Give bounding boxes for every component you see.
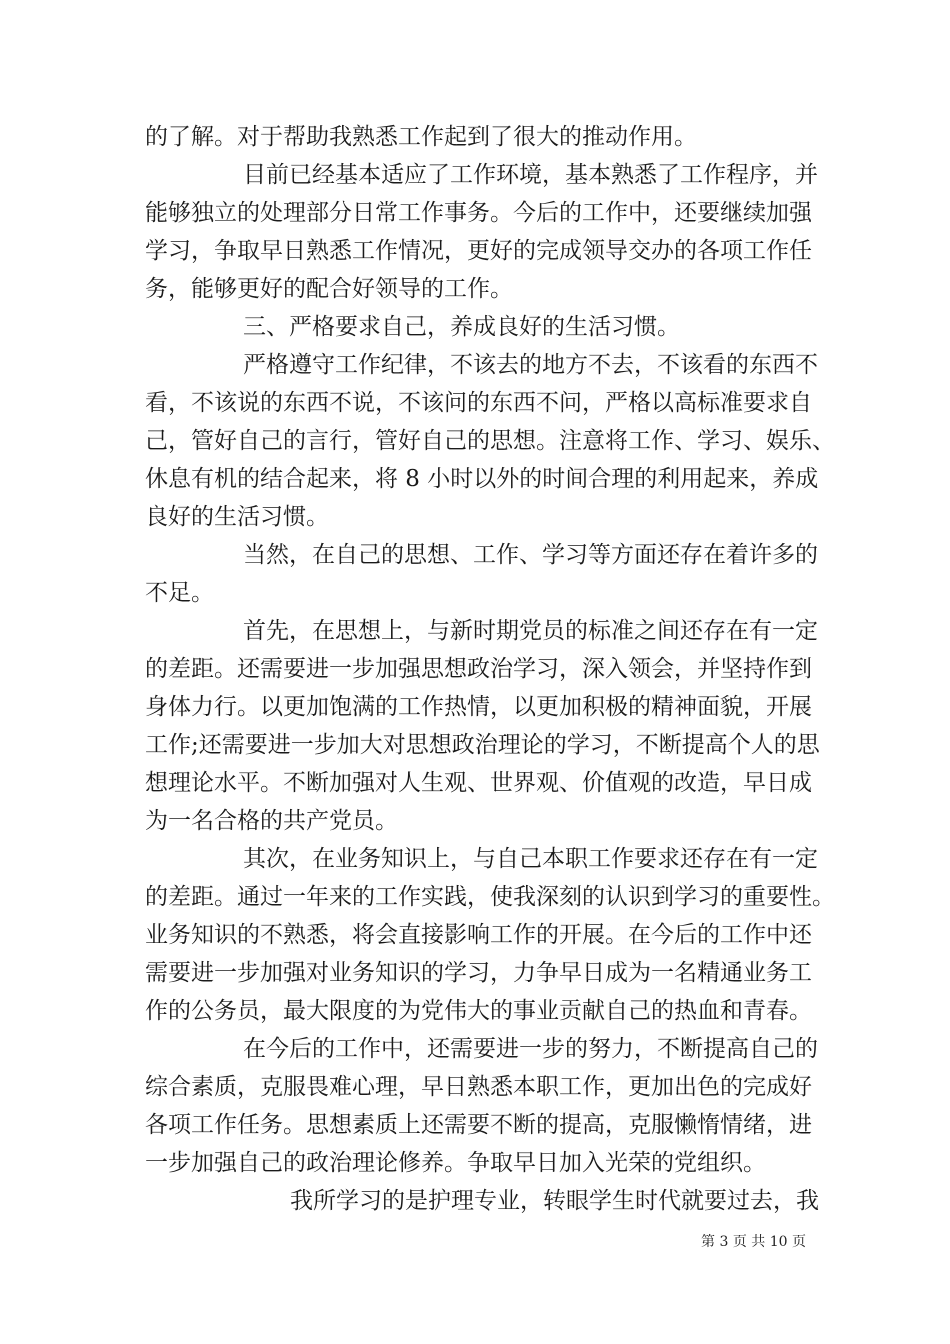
- section-heading: 三、严格要求自己，养成良好的生活习惯。: [243, 314, 680, 340]
- text-line: 各项工作任务。思想素质上还需要不断的提高，克服懒惰情绪，进: [145, 1112, 812, 1138]
- text-line: 综合素质，克服畏难心理，早日熟悉本职工作，更加出色的完成好: [145, 1074, 812, 1100]
- text-line: 的了解。对于帮助我熟悉工作起到了很大的推动作用。: [145, 124, 697, 150]
- text-line: 其次，在业务知识上，与自己本职工作要求还存在有一定: [243, 846, 818, 872]
- text-line: 休息有机的结合起来，将 8 小时以外的时间合理的利用起来，养成: [145, 466, 819, 492]
- page-number-footer: 第 3 页 共 10 页: [701, 1234, 806, 1250]
- text-line: 学习，争取早日熟悉工作情况，更好的完成领导交办的各项工作任: [145, 238, 812, 264]
- text-line: 首先，在思想上，与新时期党员的标准之间还存在有一定: [243, 618, 818, 644]
- text-line: 身体力行。以更加饱满的工作热情，以更加积极的精神面貌，开展: [145, 694, 812, 720]
- text-line: 的差距。还需要进一步加强思想政治学习，深入领会，并坚持作到: [145, 656, 812, 682]
- text-line: 需要进一步加强对业务知识的学习，力争早日成为一名精通业务工: [145, 960, 812, 986]
- text-line: 一步加强自己的政治理论修养。争取早日加入光荣的党组织。: [145, 1150, 766, 1176]
- text-line: 想理论水平。不断加强对人生观、世界观、价值观的改造，早日成: [145, 770, 812, 796]
- text-line: 看，不该说的东西不说，不该问的东西不问，严格以高标准要求自: [145, 390, 812, 416]
- text-line: 工作;还需要进一步加大对思想政治理论的学习，不断提高个人的思: [145, 732, 820, 758]
- text-line: 当然，在自己的思想、工作、学习等方面还存在着许多的: [243, 542, 818, 568]
- text-line: 良好的生活习惯。: [145, 504, 329, 530]
- text-line: 目前已经基本适应了工作环境，基本熟悉了工作程序，并: [243, 162, 818, 188]
- text-line: 的差距。通过一年来的工作实践，使我深刻的认识到学习的重要性。: [145, 884, 835, 910]
- text-line: 作的公务员，最大限度的为党伟大的事业贡献自己的热血和青春。: [145, 998, 812, 1024]
- text-line: 业务知识的不熟悉，将会直接影响工作的开展。在今后的工作中还: [145, 922, 812, 948]
- text-line: 能够独立的处理部分日常工作事务。今后的工作中，还要继续加强: [145, 200, 812, 226]
- text-line: 严格遵守工作纪律，不该去的地方不去，不该看的东西不: [243, 352, 818, 378]
- text-line: 务，能够更好的配合好领导的工作。: [145, 276, 513, 302]
- text-line: 为一名合格的共产党员。: [145, 808, 398, 834]
- text-line: 己，管好自己的言行，管好自己的思想。注意将工作、学习、娱乐、: [145, 428, 835, 454]
- text-line: 在今后的工作中，还需要进一步的努力，不断提高自己的: [243, 1036, 818, 1062]
- text-line: 不足。: [145, 580, 214, 606]
- text-line: 我所学习的是护理专业，转眼学生时代就要过去，我: [290, 1188, 819, 1214]
